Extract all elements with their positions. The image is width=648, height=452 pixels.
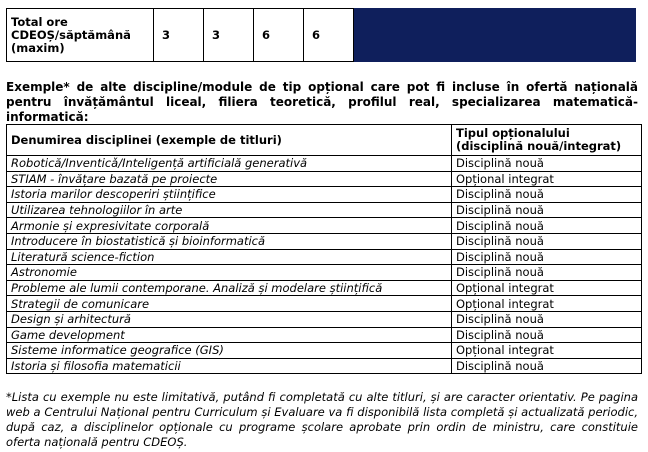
header-discipline-name: Denumirea disciplinei (exemple de titluri) (7, 125, 452, 156)
discipline-type: Disciplină nouă (452, 249, 642, 265)
discipline-type: Opțional integrat (452, 343, 642, 359)
discipline-name: Robotică/Inventicǎ/Inteligență artificială generativă (7, 156, 452, 172)
table-row (7, 218, 642, 234)
table-row (7, 171, 642, 187)
discipline-type: Disciplină nouă (452, 311, 642, 327)
discipline-type: Disciplină nouă (452, 202, 642, 218)
dark-filler-cell (354, 9, 636, 62)
total-hours-table (6, 8, 636, 62)
discipline-name: Literatură science-fiction (7, 249, 452, 265)
discipline-name: Istoria marilor descoperiri științifice (7, 187, 452, 203)
table-row (7, 187, 642, 203)
discipline-type: Disciplină nouă (452, 233, 642, 249)
discipline-type: Opțional integrat (452, 280, 642, 296)
discipline-name: Introducere în biostatistică și bioinformatică (7, 233, 452, 249)
table-row (7, 265, 642, 281)
table-row (7, 358, 642, 374)
intro-paragraph: Exemple* de alte discipline/module de tip opțional care pot fi incluse în ofertă națională pentru învățământul liceal, filiera teoretică, profilul real, specializarea matematică-informatică: (6, 80, 638, 124)
discipline-type: Disciplină nouă (452, 187, 642, 203)
total-hours-value-1: 3 (154, 9, 204, 62)
discipline-name: STIAM - învățare bazată pe proiecte (7, 171, 452, 187)
table-row (7, 233, 642, 249)
total-hours-label (7, 9, 154, 62)
discipline-name: Probleme ale lumii contemporane. Analiză și modelare științifică (7, 280, 452, 296)
discipline-name: Armonie și expresivitate corporală (7, 218, 452, 234)
header-optional-type-line2: (disciplină nouă/integrat) (456, 139, 622, 153)
discipline-type: Disciplină nouă (452, 265, 642, 281)
discipline-name: Strategii de comunicare (7, 296, 452, 312)
discipline-type: Disciplină nouă (452, 156, 642, 172)
discipline-name: Game development (7, 327, 452, 343)
table-row (7, 156, 642, 172)
total-hours-label-line3: (maxim) (11, 40, 65, 55)
discipline-type: Opțional integrat (452, 171, 642, 187)
table-row (7, 296, 642, 312)
discipline-type: Opțional integrat (452, 296, 642, 312)
discipline-type: Disciplină nouă (452, 218, 642, 234)
total-hours-label-line1: Total ore (11, 14, 68, 29)
table-row (7, 280, 642, 296)
table-row (7, 327, 642, 343)
table-row (7, 249, 642, 265)
disciplines-table (6, 124, 642, 374)
table-row (7, 202, 642, 218)
table-row (7, 311, 642, 327)
total-hours-label-line2: CDEOȘ/săptămână (11, 27, 131, 42)
table-row (7, 343, 642, 359)
discipline-name: Utilizarea tehnologiilor în arte (7, 202, 452, 218)
total-hours-row (7, 9, 636, 62)
header-optional-type (452, 125, 642, 156)
total-hours-value-2: 3 (204, 9, 254, 62)
footnote-paragraph: *Lista cu exemple nu este limitativă, putând fi completată cu alte titluri, și are caracter orientativ. Pe pagina web a Centrului Național pentru Curriculum și Evaluare va fi disponibilă lista completă și actualizată periodic, după caz, a disciplinelor opționale cu programe școlare aprobate prin ordin de ministru, care constituie oferta națională pentru CDEOȘ. (6, 390, 638, 449)
discipline-name: Istoria și filosofia matematicii (7, 358, 452, 374)
discipline-type: Disciplină nouă (452, 327, 642, 343)
header-optional-type-line1: Tipul opționalului (456, 126, 570, 140)
total-hours-value-3: 6 (254, 9, 304, 62)
discipline-type: Disciplină nouă (452, 358, 642, 374)
discipline-name: Sisteme informatice geografice (GIS) (7, 343, 452, 359)
table-header-row (7, 125, 642, 156)
total-hours-value-4: 6 (304, 9, 354, 62)
discipline-name: Astronomie (7, 265, 452, 281)
discipline-name: Design și arhitectură (7, 311, 452, 327)
